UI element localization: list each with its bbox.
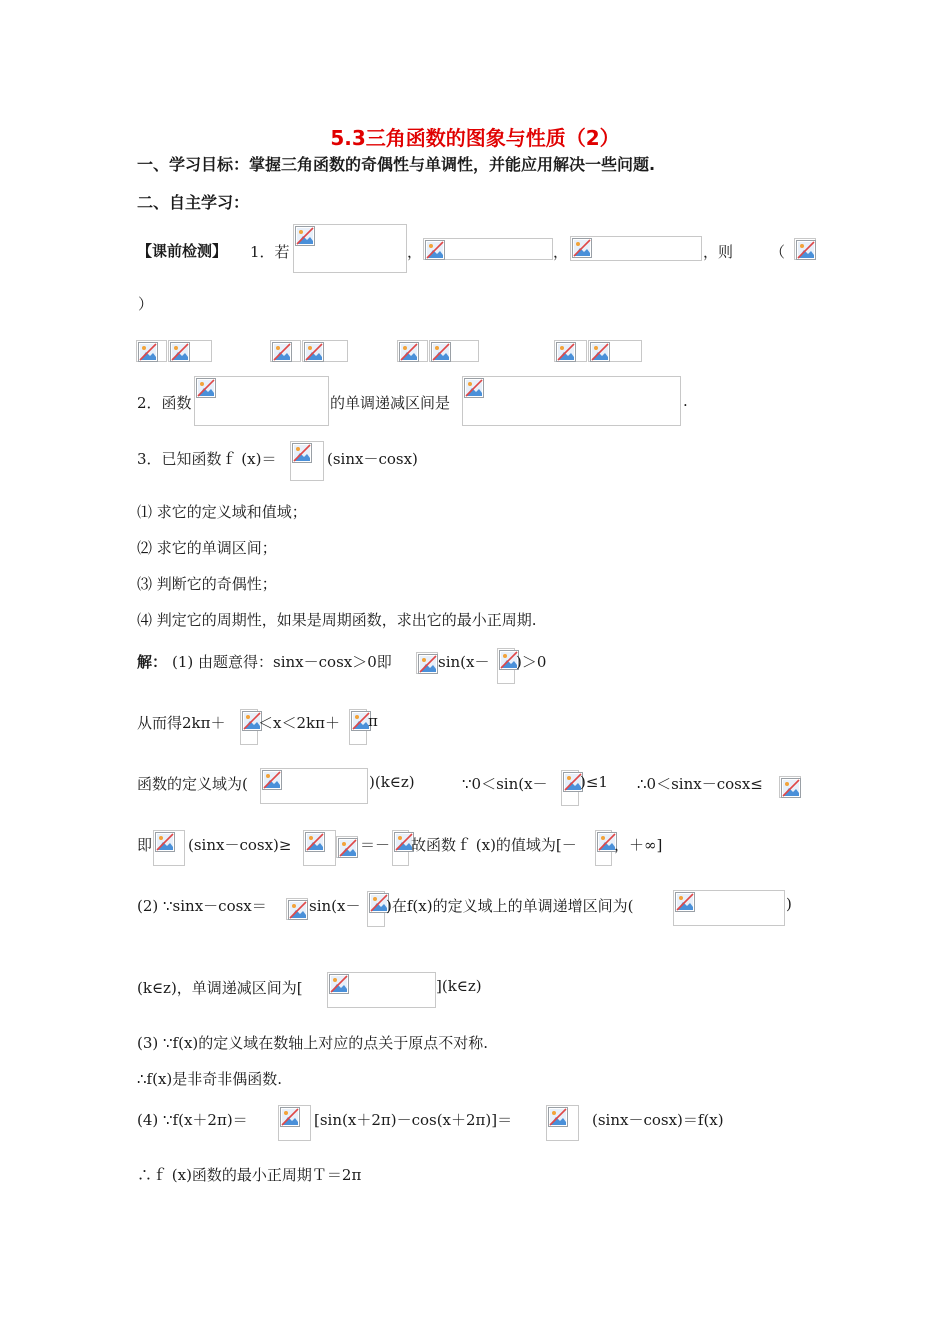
q1-tag: 【课前检测】 [137, 242, 228, 260]
solution-line: ＜x＜2kπ＋ [258, 714, 340, 732]
formula-image [423, 238, 553, 260]
solution-line: 故函数ｆ (x)的值域为[－ [411, 836, 577, 854]
solution-line: ∴ｆ (x)函数的最小正周期Ｔ＝2π [137, 1166, 362, 1184]
formula-image [290, 441, 324, 481]
q1-comma: ， [553, 243, 569, 261]
solution-line: π [368, 712, 378, 730]
q1-paren-close: ） [138, 295, 154, 313]
broken-image-icon [170, 342, 190, 362]
option-a-image [168, 340, 212, 362]
formula-image [546, 1105, 579, 1141]
broken-image-icon [196, 378, 216, 398]
option-a-label-image [136, 340, 167, 362]
q2-prefix: 2．函数 [137, 394, 192, 412]
broken-image-icon [425, 240, 445, 260]
broken-image-icon [280, 1107, 300, 1127]
solution-line: 函数的定义域为( [137, 775, 248, 793]
formula-image [794, 238, 816, 260]
broken-image-icon [138, 342, 158, 362]
broken-image-icon [781, 778, 801, 798]
broken-image-icon [288, 900, 308, 920]
formula-image [497, 648, 515, 684]
solution-line: ∴0＜sinx－cosx≤ [637, 775, 763, 793]
broken-image-icon [590, 342, 610, 362]
formula-image [367, 891, 385, 927]
formula-image [779, 776, 801, 798]
broken-image-icon [548, 1107, 568, 1127]
broken-image-icon [329, 974, 349, 994]
solution-line: [sin(x＋2π)－cos(x＋2π)]＝ [314, 1111, 513, 1129]
solution-line: ∴f(x)是非奇非偶函数. [137, 1070, 283, 1088]
solution-line: ) [786, 895, 792, 913]
solution-line: (sinx－cosx)≥ [188, 836, 292, 854]
solution-line: (3) ∵f(x)的定义域在数轴上对应的点关于原点不对称. [137, 1034, 489, 1052]
solution-label: 解： [137, 653, 168, 671]
broken-image-icon [675, 892, 695, 912]
formula-image [336, 836, 358, 858]
q1-paren-open: （ [770, 243, 786, 261]
formula-image [260, 768, 368, 804]
q2-middle: 的单调递减区间是 [330, 394, 451, 412]
q3-item: ⑷ 判定它的周期性，如果是周期函数，求出它的最小正周期. [137, 611, 537, 629]
formula-image [561, 770, 579, 806]
q3-item: ⑶ 判断它的奇偶性； [137, 575, 277, 593]
q3-text: 3．已知函数ｆ (x)＝ [137, 450, 277, 468]
formula-image [462, 376, 681, 426]
formula-image [673, 890, 785, 926]
broken-image-icon [262, 770, 282, 790]
broken-image-icon [338, 838, 358, 858]
formula-image [349, 709, 367, 745]
formula-image [293, 224, 407, 273]
learning-goal-label: 一、学习目标： [137, 155, 250, 174]
learning-goal [137, 152, 655, 175]
solution-line: ，＋∞] [614, 836, 663, 854]
solution-line: ](k∈z) [436, 977, 482, 995]
formula-image [595, 830, 612, 866]
formula-image [392, 830, 409, 866]
broken-image-icon [272, 342, 292, 362]
broken-image-icon [556, 342, 576, 362]
broken-image-icon [295, 226, 315, 246]
broken-image-icon [464, 378, 484, 398]
q3-item: ⑵ 求它的单调区间； [137, 539, 277, 557]
solution-line: (4) ∵f(x＋2π)＝ [137, 1111, 248, 1129]
formula-image [303, 830, 336, 866]
solution-line: )＞0 [516, 653, 547, 671]
formula-image [194, 376, 329, 426]
solution-line: (k∈z)，单调递减区间为[ [137, 979, 303, 997]
q1-comma: ， [407, 243, 423, 261]
broken-image-icon [572, 238, 592, 258]
solution-line: sin(x－ [309, 897, 361, 915]
solution-line: ∵0＜sin(x－ [462, 775, 548, 793]
broken-image-icon [796, 240, 816, 260]
solution-line: (2) ∵sinx－cosx＝ [137, 897, 267, 915]
formula-image [278, 1105, 311, 1141]
solution-line: 从而得2kπ＋ [137, 714, 226, 732]
solution-line: )(k∈z) [369, 773, 415, 791]
solution-line: (sinx－cosx)＝f(x) [592, 1111, 724, 1129]
broken-image-icon [155, 832, 175, 852]
self-study-heading: 二、自主学习： [137, 193, 250, 212]
formula-image [286, 898, 308, 920]
q2-end: . [683, 392, 688, 410]
formula-image [240, 709, 258, 745]
broken-image-icon [305, 832, 325, 852]
option-d-label-image [554, 340, 587, 362]
option-c-label-image [397, 340, 428, 362]
q3-tail: (sinx－cosx) [327, 450, 418, 468]
option-d-image [588, 340, 642, 362]
q3-item: ⑴ 求它的定义域和值域； [137, 503, 307, 521]
learning-goal-text: 掌握三角函数的奇偶性与单调性，并能应用解决一些问题. [249, 155, 656, 174]
page-title: 5.3三角函数的图象与性质（2） [330, 126, 620, 150]
solution-line: sin(x－ [438, 653, 490, 671]
formula-image [416, 652, 438, 674]
solution-line: )在f(x)的定义域上的单调递增区间为( [386, 897, 634, 915]
q1-then: ，则 [703, 243, 734, 261]
broken-image-icon [292, 443, 312, 463]
solution-line: )≤1 [580, 773, 608, 791]
solution-line: 即 [137, 836, 153, 854]
formula-image [327, 972, 436, 1008]
option-b-image [302, 340, 348, 362]
formula-image [153, 830, 185, 866]
formula-image [570, 236, 702, 261]
broken-image-icon [304, 342, 324, 362]
solution-line: ＝－ [360, 836, 391, 854]
option-c-image [429, 340, 479, 362]
broken-image-icon [431, 342, 451, 362]
solution-line: (1) 由题意得：sinx－cosx＞0即 [172, 653, 392, 671]
q1-prefix: 1．若 [250, 243, 290, 261]
option-b-label-image [270, 340, 301, 362]
broken-image-icon [418, 654, 438, 674]
broken-image-icon [399, 342, 419, 362]
